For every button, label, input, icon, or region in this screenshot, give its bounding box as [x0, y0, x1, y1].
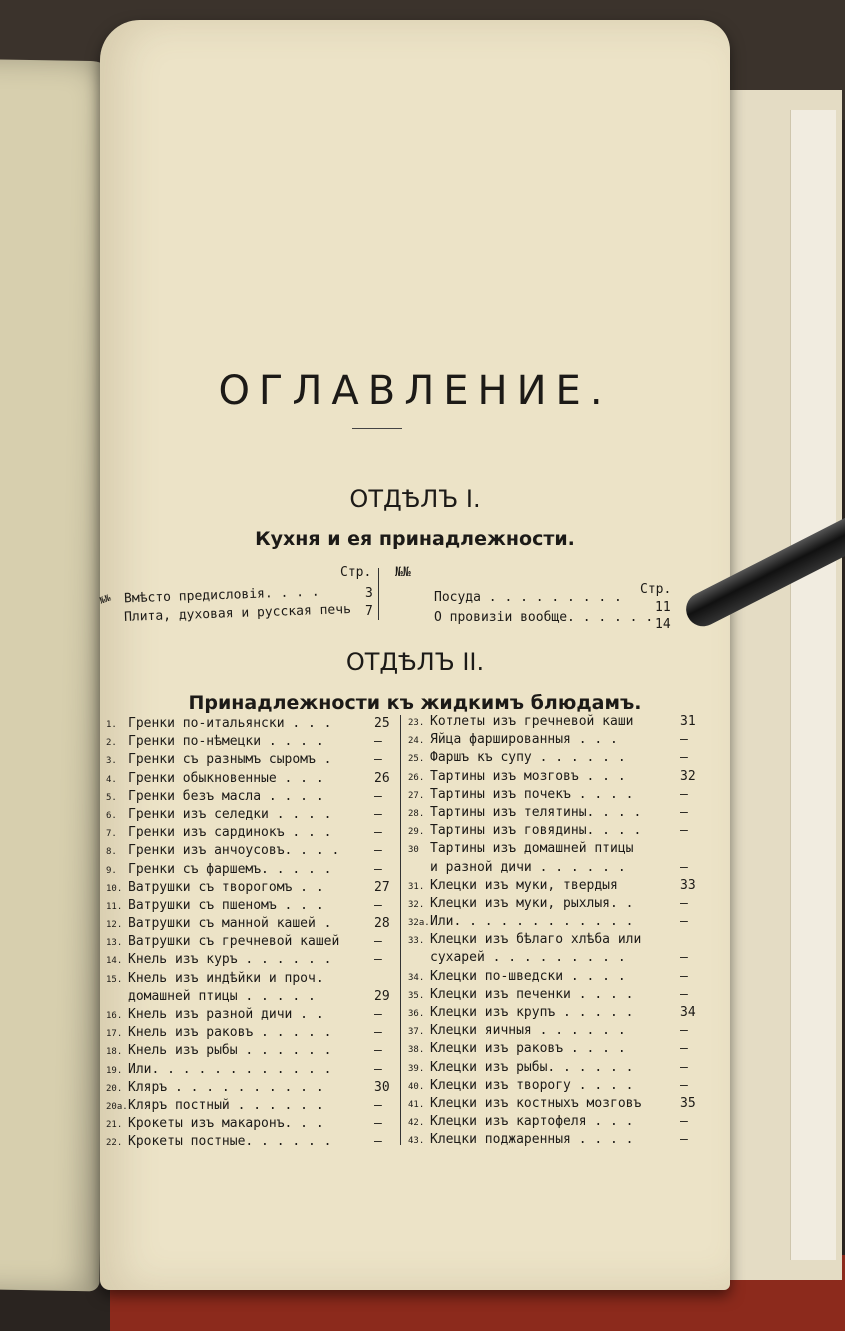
toc-entry-title: Гренки съ разнымъ сыромъ . [128, 752, 332, 768]
toc-entry [106, 952, 396, 970]
toc-entry-title: Ватрушки съ манной кашей . [128, 916, 332, 932]
toc-entry-title: Фаршъ къ супу . . . . . . [430, 750, 626, 766]
toc-entry-title: Клецки изъ творогу . . . . [430, 1077, 634, 1093]
toc-entry [408, 750, 708, 768]
toc-entry-title: Клецки поджаренныя . . . . [430, 1132, 634, 1148]
toc-entry [408, 823, 708, 841]
toc-entry [106, 825, 396, 843]
toc-entry-title: Тартины изъ телятины. . . . [430, 804, 642, 820]
toc-entry-number: 41. [408, 1099, 425, 1110]
section-2-right-column [408, 714, 708, 1151]
page-stack-edge [790, 110, 836, 1260]
section-1-divider [378, 568, 379, 620]
toc-entry-number: 11. [106, 901, 123, 912]
toc-entry-title: Яйца фаршированныя . . . [430, 732, 618, 748]
toc-entry-page: — [680, 1059, 688, 1075]
toc-entry-number: 14. [106, 956, 123, 967]
toc-entry-page: — [680, 1132, 688, 1148]
toc-entry-title: Гренки безъ масла . . . . [128, 788, 324, 804]
toc-entry-number: 35. [408, 990, 425, 1001]
toc-entry-page: — [374, 1116, 382, 1132]
toc-entry-page: — [374, 1061, 382, 1077]
toc-entry-page: 34 [680, 1005, 696, 1020]
toc-entry-page: — [680, 914, 688, 930]
toc-entry-page: — [680, 804, 688, 820]
toc-entry-page: 32 [680, 768, 696, 784]
toc-entry [106, 789, 396, 807]
toc-entry-number: 32a. [408, 918, 430, 929]
toc-entry-page: — [680, 968, 688, 984]
section-1-margin-mark: №№ [98, 593, 113, 607]
toc-entry-number: 8. [106, 847, 117, 858]
section-1-item-page: 7 [365, 604, 373, 619]
toc-entry-page: — [680, 732, 688, 748]
page-title: ОГЛАВЛЕНИЕ. [218, 368, 612, 414]
toc-entry-title: Ватрушки съ гречневой кашей [128, 934, 340, 950]
toc-entry-number: 3. [106, 756, 117, 767]
toc-entry [408, 1005, 708, 1023]
toc-entry-page: — [374, 843, 382, 859]
toc-entry-page: — [680, 1077, 688, 1093]
toc-entry [408, 787, 708, 805]
section-1-page-header-left: Стр. [340, 565, 372, 580]
section-1-item: О провизіи вообще. . . . . . [434, 610, 654, 625]
toc-entry-title: Клецки яичныя . . . . . . [430, 1023, 626, 1039]
toc-entry-page: — [374, 752, 382, 768]
toc-entry-number: 12. [106, 920, 123, 931]
toc-entry-page: — [374, 788, 382, 804]
toc-entry-page: — [374, 825, 382, 841]
toc-entry-title: Кляръ постный . . . . . . [128, 1097, 324, 1113]
toc-entry-title: Крокеты изъ макаронъ. . . [128, 1116, 324, 1132]
toc-entry-number: 20. [106, 1083, 123, 1094]
toc-entry-title: Крокеты постные. . . . . . [128, 1134, 332, 1150]
toc-entry-title: Или. . . . . . . . . . . . [430, 914, 634, 930]
toc-entry-title: Тартины изъ почекъ . . . . [430, 786, 634, 802]
toc-entry [106, 1098, 396, 1116]
toc-entry [106, 1116, 396, 1134]
toc-entry-number: 36. [408, 1009, 425, 1019]
toc-entry-page: 28 [374, 916, 390, 932]
toc-entry-page: 29 [374, 988, 390, 1004]
toc-entry-page: 31 [680, 714, 696, 729]
toc-entry [408, 987, 708, 1005]
toc-entry-title: Гренки изъ анчоусовъ. . . . [128, 843, 340, 859]
toc-entry [408, 878, 708, 896]
toc-entry-number: 34. [408, 972, 425, 983]
toc-entry-title: Гренки по-нѣмецки . . . . [128, 734, 324, 750]
toc-entry-number: 2. [106, 738, 117, 749]
toc-entry-number: 37. [408, 1027, 425, 1038]
toc-entry [106, 862, 396, 880]
toc-entry [408, 841, 708, 859]
toc-entry [106, 752, 396, 770]
toc-entry-number: 6. [106, 810, 117, 821]
section-2-column-divider [400, 715, 401, 1145]
toc-entry-number: 28. [408, 808, 425, 819]
section-1-item: Посуда . . . . . . . . . [434, 590, 622, 605]
toc-entry-title: Кнель изъ разной дичи . . [128, 1007, 324, 1022]
toc-entry-title: Тартины изъ домашней птицы [430, 841, 634, 857]
toc-entry-number: 23. [408, 718, 425, 728]
section-2-heading: ОТДѢЛЪ II. [345, 648, 485, 676]
section-1-subtitle: Кухня и ея принадлежности. [255, 528, 575, 550]
toc-entry-title: Или. . . . . . . . . . . . [128, 1061, 332, 1077]
toc-entry [106, 771, 396, 789]
toc-entry-page: — [680, 786, 688, 802]
toc-entry-number: 40. [408, 1081, 425, 1092]
toc-entry-page: — [374, 934, 382, 950]
toc-entry-page: — [680, 950, 688, 966]
toc-entry-page: — [374, 952, 382, 968]
section-1-item-page: 14 [655, 617, 671, 632]
toc-entry [106, 1062, 396, 1080]
toc-entry-title: Кнель изъ куръ . . . . . . [128, 952, 332, 968]
toc-entry [408, 805, 708, 823]
toc-entry-number: 7. [106, 829, 117, 840]
toc-entry-title: Клецки изъ раковъ . . . . [430, 1041, 626, 1057]
toc-entry [408, 914, 708, 932]
toc-entry-page: 35 [680, 1095, 696, 1111]
toc-entry-page: — [680, 1114, 688, 1130]
toc-entry [408, 1132, 708, 1150]
toc-entry-title: Клецки изъ костныхъ мозговъ [430, 1095, 642, 1111]
toc-entry [106, 880, 396, 898]
toc-entry-title: Кнель изъ рыбы . . . . . . [128, 1043, 332, 1059]
toc-entry-number: 33. [408, 936, 425, 947]
toc-entry-title: Клецки изъ печенки . . . . [430, 986, 634, 1002]
toc-entry-title: Клецки изъ крупъ . . . . . [430, 1005, 634, 1020]
toc-entry [106, 989, 396, 1007]
title-rule [352, 428, 402, 429]
toc-entry-title: Гренки обыкновенные . . . [128, 770, 324, 786]
toc-entry-number: 4. [106, 774, 117, 785]
toc-entry-title: Кляръ . . . . . . . . . . [128, 1079, 324, 1095]
toc-entry-page: — [374, 806, 382, 822]
toc-entry-title: Котлеты изъ гречневой каши [430, 714, 634, 729]
section-2-left-column [106, 716, 396, 1153]
toc-entry-page: 26 [374, 770, 390, 786]
toc-entry-number: 32. [408, 899, 425, 910]
section-1-item: Вмѣсто предисловія. . . . [123, 584, 320, 607]
toc-entry [106, 716, 396, 734]
toc-entry [408, 1023, 708, 1041]
toc-entry [408, 950, 708, 968]
toc-entry-number: 38. [408, 1045, 425, 1056]
toc-entry-page: — [374, 861, 382, 877]
toc-entry-number: 39. [408, 1063, 425, 1074]
toc-entry-title: Ватрушки съ пшеномъ . . . [128, 897, 324, 913]
toc-entry-page: — [680, 986, 688, 1002]
section-1-item-page: 3 [365, 586, 373, 601]
toc-entry-number: 27. [408, 790, 425, 801]
toc-entry [408, 896, 708, 914]
toc-entry [106, 1007, 396, 1025]
toc-entry [106, 734, 396, 752]
toc-entry-page: — [374, 897, 382, 913]
toc-entry [106, 807, 396, 825]
toc-entry-number: 15. [106, 974, 123, 985]
toc-entry-number: 10. [106, 883, 123, 894]
toc-entry-number: 5. [106, 792, 117, 803]
toc-entry-page: 30 [374, 1079, 390, 1095]
toc-entry [408, 1096, 708, 1114]
toc-entry-number: 31. [408, 881, 425, 892]
toc-entry-title: Клецки по-шведски . . . . [430, 968, 626, 984]
toc-entry-number: 42. [408, 1118, 425, 1129]
toc-entry-number: 17. [106, 1029, 123, 1040]
toc-entry [106, 843, 396, 861]
toc-entry-page: — [374, 734, 382, 750]
toc-entry-page: — [680, 895, 688, 911]
toc-entry-page: 27 [374, 879, 390, 895]
toc-entry-page: — [374, 1134, 382, 1150]
toc-entry-page: — [680, 1041, 688, 1057]
toc-entry-title: и разной дичи . . . . . . [430, 859, 626, 875]
toc-entry-number: 26. [408, 772, 425, 783]
toc-entry-title: Гренки по-итальянски . . . [128, 716, 332, 731]
toc-entry-number: 22. [106, 1138, 123, 1149]
toc-entry-number: 29. [408, 827, 425, 838]
toc-entry-number: 1. [106, 720, 117, 730]
toc-entry-page: — [680, 823, 688, 839]
toc-entry [408, 1114, 708, 1132]
toc-entry-number: 19. [106, 1065, 123, 1076]
toc-entry [106, 1025, 396, 1043]
toc-entry-title: Тартины изъ мозговъ . . . [430, 768, 626, 784]
toc-entry [408, 1060, 708, 1078]
toc-entry [106, 898, 396, 916]
toc-entry-title: Гренки изъ сардинокъ . . . [128, 825, 332, 841]
toc-entry-page: — [374, 1097, 382, 1113]
toc-entry [106, 916, 396, 934]
toc-entry-number: 24. [408, 736, 425, 747]
section-2-subtitle: Принадлежности къ жидкимъ блюдамъ. [188, 692, 642, 714]
toc-entry [408, 1041, 708, 1059]
section-1-item: Плита, духовая и русская печь [123, 602, 352, 625]
toc-entry-number: 43. [408, 1136, 425, 1147]
toc-entry [408, 714, 708, 732]
toc-entry-number: 30 [408, 845, 419, 856]
toc-entry-title: Клецки изъ картофеля . . . [430, 1114, 634, 1130]
toc-entry-page: 33 [680, 877, 696, 893]
toc-entry [408, 860, 708, 878]
toc-entry-number: 20a. [106, 1101, 128, 1112]
toc-entry [408, 732, 708, 750]
toc-entry-number: 13. [106, 938, 123, 949]
toc-entry-title: Гренки съ фаршемъ. . . . . [128, 861, 332, 877]
toc-entry [106, 1043, 396, 1061]
toc-entry-title: Кнель изъ индѣйки и проч. [128, 970, 324, 986]
toc-entry-number: 9. [106, 865, 117, 876]
toc-entry-title: Клецки изъ рыбы. . . . . . [430, 1059, 634, 1075]
toc-entry-title: Тартины изъ говядины. . . . [430, 823, 642, 839]
toc-entry-title: сухарей . . . . . . . . . [430, 950, 626, 966]
toc-entry [408, 932, 708, 950]
section-1-page-header-right: Стр. [640, 582, 672, 597]
toc-entry [408, 769, 708, 787]
book-page [100, 20, 730, 1290]
toc-entry-title: домашней птицы . . . . . [128, 988, 316, 1004]
toc-entry-title: Гренки изъ селедки . . . . [128, 806, 332, 822]
toc-entry-title: Клецки изъ бѣлаго хлѣба или [430, 932, 642, 948]
toc-entry-number: 25. [408, 754, 425, 765]
toc-entry-page: — [680, 859, 688, 875]
toc-entry-number: 18. [106, 1047, 123, 1058]
toc-entry-page: — [374, 1043, 382, 1059]
section-1-heading: ОТДѢЛЪ I. [349, 485, 481, 513]
toc-entry-title: Ватрушки съ творогомъ . . [128, 879, 324, 895]
toc-entry [408, 969, 708, 987]
toc-entry-title: Кнель изъ раковъ . . . . . [128, 1025, 332, 1041]
toc-entry-title: Клецки изъ муки, твердыя [430, 877, 618, 893]
toc-entry-page: — [374, 1007, 382, 1022]
toc-entry [106, 934, 396, 952]
toc-entry-number: 16. [106, 1011, 123, 1021]
toc-entry-title: Клецки изъ муки, рыхлыя. . [430, 895, 634, 911]
toc-entry-page: — [680, 1023, 688, 1039]
toc-entry-page: — [680, 750, 688, 766]
toc-entry-page: — [374, 1025, 382, 1041]
toc-entry [408, 1078, 708, 1096]
toc-entry-page: 25 [374, 716, 390, 731]
section-1-item-page: 11 [655, 600, 671, 615]
section-1-num-header: №№ [395, 565, 411, 580]
toc-entry-number: 21. [106, 1120, 123, 1131]
toc-entry [106, 1080, 396, 1098]
toc-entry [106, 971, 396, 989]
toc-entry [106, 1134, 396, 1152]
